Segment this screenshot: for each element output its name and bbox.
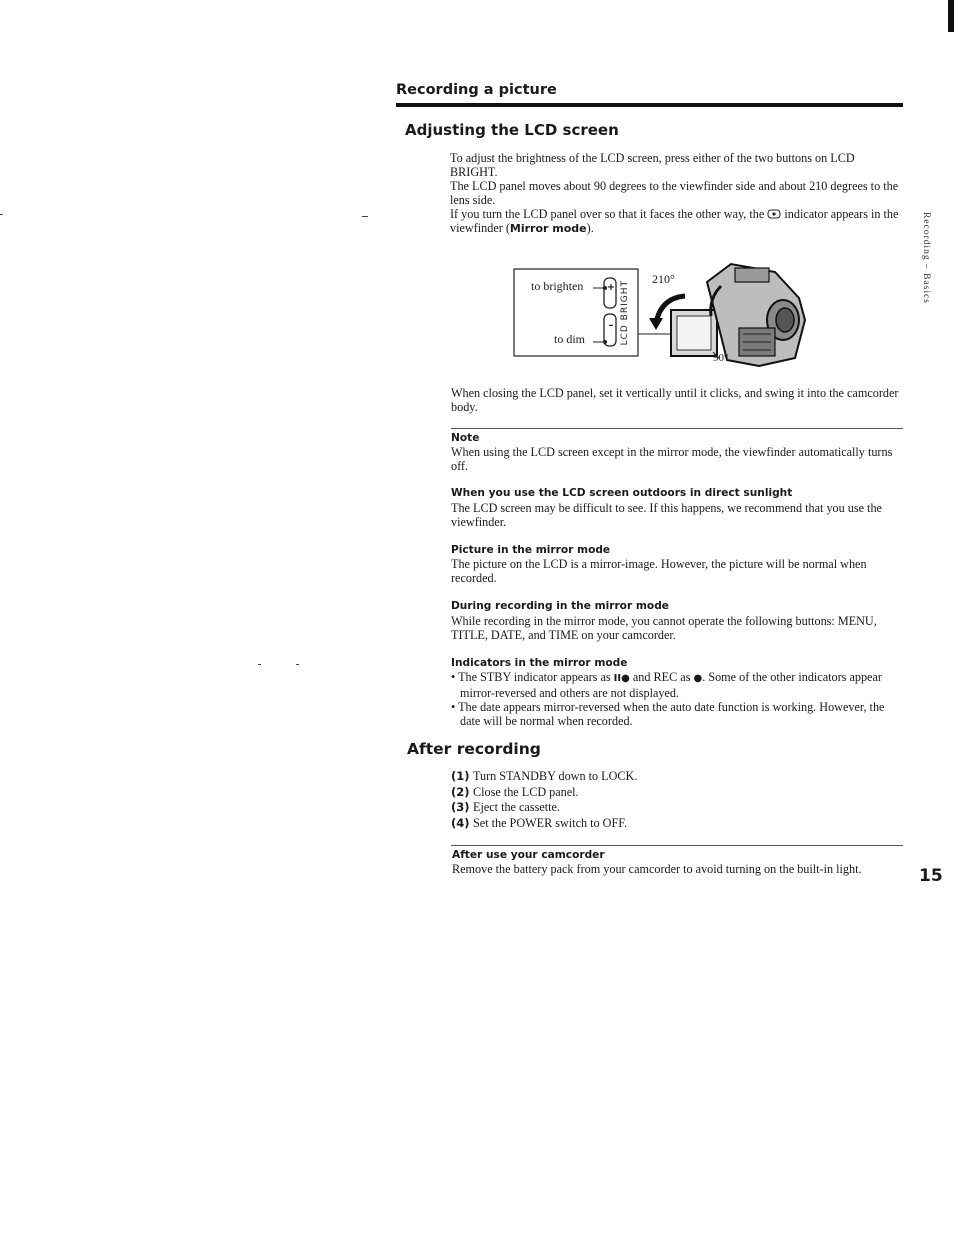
to-dim-label: to dim: [554, 332, 586, 346]
mirror-picture-head: Picture in the mirror mode: [451, 544, 611, 556]
after-use-body: Remove the battery pack from your camcorder to avoid turning on the built-in light.: [452, 862, 862, 876]
note-head: Note: [451, 432, 480, 444]
scan-mark: [258, 664, 261, 665]
step-item: [451, 816, 871, 832]
notes-separator: [451, 428, 903, 429]
closing-text: When closing the LCD panel, set it vertically until it clicks, and swing it into the camcorder body.: [451, 386, 899, 414]
after-separator: [451, 845, 903, 846]
step-item: [451, 769, 871, 785]
minus-symbol: –: [608, 320, 614, 331]
step-number: (1): [451, 769, 470, 783]
step-text: Eject the cassette.: [473, 800, 560, 815]
sunlight-note-body: The LCD screen may be difficult to see. If this happens, we recommend that you use the viewfinder.: [451, 501, 882, 529]
stby-symbol: II●: [613, 673, 630, 684]
para3-text-b: indicator appears in the viewfinder (: [450, 207, 899, 235]
plus-symbol: +: [606, 282, 616, 293]
indicators-head: Indicators in the mirror mode: [451, 657, 628, 669]
adjusting-para-3: [450, 207, 905, 236]
after-steps-list: [451, 769, 871, 831]
lcd-brightness-figure: [513, 258, 813, 370]
after-recording-title: After recording: [407, 740, 541, 758]
step-text: Set the POWER switch to OFF.: [473, 815, 628, 830]
adjusting-para-2: The LCD panel moves about 90 degrees to the viewfinder side and about 210 degrees to the lens side.: [450, 179, 899, 207]
adjusting-title: Adjusting the LCD screen: [405, 121, 619, 139]
header-rule: [396, 103, 903, 107]
rec-symbol: ●: [693, 673, 703, 684]
adjusting-body: [450, 151, 905, 236]
step-number: (3): [451, 800, 470, 815]
para3-text-a: If you turn the LCD panel over so that it faces the other way, the: [450, 207, 765, 221]
indicators-bullet-1: [451, 670, 899, 700]
section-title: Recording a picture: [396, 82, 557, 98]
step-text: Turn STANDBY down to LOCK.: [473, 769, 638, 783]
after-use-head: After use your camcorder: [452, 849, 605, 861]
angle-90-label: 90°: [713, 352, 729, 364]
step-number: (2): [451, 784, 470, 799]
mirror-picture-body: The picture on the LCD is a mirror-image. However, the picture will be normal when recorded.: [451, 557, 867, 585]
mirror-recording-body: While recording in the mirror mode, you cannot operate the following buttons: MENU, TITLE, DATE, and TIME on your camcorder.: [451, 614, 877, 642]
lcd-bright-label: LCD BRIGHT: [620, 280, 630, 346]
para3-text-c: ).: [586, 221, 594, 235]
note-body: When using the LCD screen except in the mirror mode, the viewfinder automatically turns off.: [451, 445, 893, 473]
side-tab: Recording – Basics: [921, 212, 931, 304]
step-text: Close the LCD panel.: [473, 784, 579, 799]
step-item: [451, 785, 871, 801]
indicators-bullet-2: • The date appears mirror-reversed when the auto date function is working. However, the date will be normal when recorded.: [451, 700, 885, 728]
indicators-list: [451, 670, 899, 728]
scan-mark: [0, 214, 3, 215]
page-edge-mark: [948, 0, 954, 32]
adjusting-para-1: To adjust the brightness of the LCD screen, press either of the two buttons on LCD BRIGHT.: [450, 151, 855, 179]
step-number: (4): [451, 815, 470, 830]
to-brighten-label: to brighten: [531, 279, 584, 293]
scan-mark: [362, 216, 368, 217]
bullet1-text-c: . Some of the other indicators appear mirror-reversed and others are not displayed.: [460, 670, 882, 700]
angle-210-label: 210°: [652, 272, 675, 286]
mirror-mode-bold: Mirror mode: [509, 222, 587, 235]
step-item: [451, 800, 871, 816]
mirror-recording-head: During recording in the mirror mode: [451, 600, 669, 612]
page-number: 15: [919, 866, 943, 886]
sunlight-note-head: When you use the LCD screen outdoors in direct sunlight: [451, 487, 793, 499]
mirror-mode-icon: [767, 207, 781, 221]
bullet1-text-b: and REC as: [632, 670, 691, 684]
bullet1-text-a: • The STBY indicator appears as: [451, 670, 611, 684]
scan-mark: [296, 664, 299, 665]
